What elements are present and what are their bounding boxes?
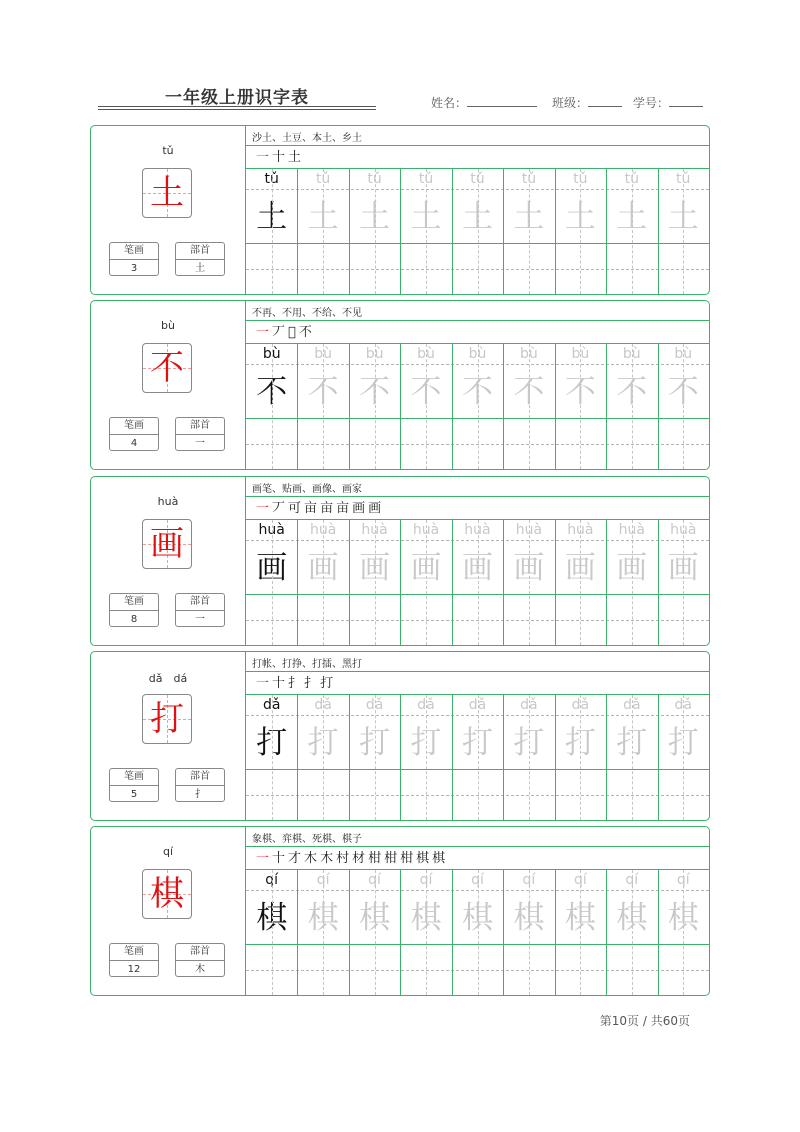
pinyin-label: qí xyxy=(162,845,174,858)
cell-character: 不 xyxy=(256,374,288,410)
cell-character: 打 xyxy=(359,725,391,761)
radical-label: 部首 xyxy=(176,769,224,786)
radical-value: 一 xyxy=(195,614,205,625)
cell-character: 画 xyxy=(256,550,288,586)
cell-pinyin: qí xyxy=(676,872,690,888)
cell-character: 棋 xyxy=(359,900,391,936)
column-divider xyxy=(555,870,556,995)
column-divider xyxy=(658,344,659,469)
column-divider xyxy=(349,344,350,469)
character-box xyxy=(142,519,192,569)
cell-pinyin: bù xyxy=(674,346,693,362)
column-divider xyxy=(400,344,401,469)
dashed-guide-line xyxy=(580,344,581,469)
cell-character: 棋 xyxy=(513,900,545,936)
dashed-guide-line xyxy=(529,169,530,294)
stroke-step: 村 xyxy=(336,851,350,866)
practice-grid xyxy=(246,695,709,820)
dashed-guide-line xyxy=(632,344,633,469)
cell-pinyin: tǔ xyxy=(367,171,382,187)
row-divider xyxy=(246,846,709,847)
cell-pinyin: tǔ xyxy=(418,171,434,187)
dashed-guide-line xyxy=(683,520,684,645)
dashed-guide-line xyxy=(375,344,376,469)
stroke-step: 可 xyxy=(288,501,302,516)
cell-pinyin: qí xyxy=(522,872,536,888)
cell-pinyin: qí xyxy=(419,872,433,888)
column-divider xyxy=(297,520,298,645)
column-divider xyxy=(658,520,659,645)
column-divider xyxy=(606,520,607,645)
column-divider xyxy=(555,344,556,469)
dashed-guide-line xyxy=(580,169,581,294)
page-number: 第10页 / 共60页 xyxy=(599,1014,690,1028)
row-divider xyxy=(246,145,709,146)
stroke-step: 柑 xyxy=(400,851,414,866)
stroke-step: 十 xyxy=(272,676,286,691)
strokes-box xyxy=(109,943,159,977)
dashed-guide-line xyxy=(683,870,684,995)
radical-label: 部首 xyxy=(176,418,224,435)
dashed-guide-line xyxy=(272,169,273,294)
dashed-guide-line xyxy=(426,169,427,294)
dashed-guide-line xyxy=(272,520,273,645)
cell-character: 打 xyxy=(667,725,699,761)
dashed-guide-line xyxy=(529,695,530,820)
cell-pinyin: dǎ xyxy=(623,697,641,713)
strokes-label: 笔画 xyxy=(110,243,158,260)
cell-pinyin: bù xyxy=(622,346,641,362)
column-divider xyxy=(503,344,504,469)
column-divider xyxy=(297,695,298,820)
cell-character: 画 xyxy=(616,550,648,586)
cell-character: 土 xyxy=(564,199,596,235)
cell-pinyin: bù xyxy=(520,346,538,362)
character-card xyxy=(90,651,710,821)
cell-character: 土 xyxy=(359,199,391,235)
dashed-guide-line xyxy=(683,344,684,469)
column-divider xyxy=(349,870,350,995)
id-field[interactable] xyxy=(633,94,703,111)
cell-character: 棋 xyxy=(410,900,442,936)
main-character: 不 xyxy=(150,348,184,388)
dashed-guide-line xyxy=(323,344,324,469)
dashed-guide-line xyxy=(375,169,376,294)
column-divider xyxy=(555,169,556,294)
character-card xyxy=(90,826,710,996)
dashed-guide-line xyxy=(478,870,479,995)
cell-character: 画 xyxy=(564,550,596,586)
dashed-guide-line xyxy=(272,695,273,820)
cell-character: 棋 xyxy=(667,900,699,936)
main-character: 土 xyxy=(150,173,184,213)
column-divider xyxy=(349,169,350,294)
dashed-guide-line xyxy=(323,169,324,294)
cell-pinyin: qí xyxy=(368,872,381,888)
cell-character: 棋 xyxy=(256,900,288,936)
strokes-value: 3 xyxy=(130,263,138,274)
cell-character: 打 xyxy=(410,725,442,761)
character-card xyxy=(90,300,710,470)
dashed-guide-line xyxy=(478,344,479,469)
column-divider xyxy=(606,169,607,294)
stroke-step: 一 xyxy=(256,325,270,340)
strokes-label: 笔画 xyxy=(110,418,158,435)
dashed-guide-line xyxy=(478,520,479,645)
radical-box xyxy=(175,417,225,451)
dashed-guide-line xyxy=(580,695,581,820)
column-divider xyxy=(452,169,453,294)
practice-grid xyxy=(246,520,709,645)
cell-character: 画 xyxy=(410,550,442,586)
column-divider xyxy=(503,870,504,995)
stroke-step: 土 xyxy=(288,150,302,165)
dashed-guide-line xyxy=(529,520,530,645)
stroke-step: 亩 xyxy=(336,501,350,516)
row-divider xyxy=(246,320,709,321)
dashed-guide-line xyxy=(375,870,376,995)
cell-pinyin: dǎ xyxy=(674,697,692,713)
cell-pinyin: dǎ xyxy=(262,697,281,713)
practice-grid xyxy=(246,169,709,294)
stroke-step: 一 xyxy=(256,150,270,165)
strokes-value: 12 xyxy=(127,964,141,975)
cell-character: 棋 xyxy=(564,900,596,936)
cell-character: 棋 xyxy=(307,900,339,936)
strokes-label: 笔画 xyxy=(110,944,158,961)
cell-character: 打 xyxy=(616,725,648,761)
strokes-label: 笔画 xyxy=(110,769,158,786)
stroke-step: 一 xyxy=(256,501,270,516)
column-divider xyxy=(555,695,556,820)
page-title: 一年级上册识字表 xyxy=(165,88,309,108)
cell-character: 不 xyxy=(667,374,699,410)
cell-character: 不 xyxy=(461,374,493,410)
cell-character: 不 xyxy=(513,374,545,410)
dashed-guide-line xyxy=(323,520,324,645)
cell-pinyin: dǎ xyxy=(571,697,590,713)
cell-pinyin: dǎ xyxy=(468,697,487,713)
cell-character: 土 xyxy=(616,199,648,235)
cell-character: 打 xyxy=(513,725,545,761)
column-divider xyxy=(606,695,607,820)
dashed-guide-line xyxy=(632,870,633,995)
stroke-order-sequence xyxy=(256,674,336,693)
name-blank[interactable] xyxy=(467,94,537,107)
class-blank[interactable] xyxy=(588,94,622,107)
stroke-step: 扌 xyxy=(304,676,318,691)
stroke-step: 亩 xyxy=(320,501,334,516)
character-box xyxy=(142,343,192,393)
cell-pinyin: bù xyxy=(417,346,435,362)
column-divider xyxy=(503,520,504,645)
pinyin-label: huà xyxy=(157,495,179,508)
radical-value: 一 xyxy=(195,438,205,449)
column-divider xyxy=(658,870,659,995)
cell-character: 不 xyxy=(616,374,648,410)
main-character: 棋 xyxy=(150,874,184,914)
cell-character: 棋 xyxy=(616,900,648,936)
cell-pinyin: dǎ xyxy=(314,697,332,713)
strokes-value: 4 xyxy=(130,438,138,449)
stroke-step: 亩 xyxy=(304,501,318,516)
column-divider xyxy=(606,344,607,469)
stroke-step: 一 xyxy=(256,851,270,866)
stroke-order-sequence xyxy=(256,499,384,518)
column-divider xyxy=(555,520,556,645)
radical-label: 部首 xyxy=(176,243,224,260)
strokes-box xyxy=(109,593,159,627)
stroke-step: 柑 xyxy=(368,851,382,866)
strokes-value: 5 xyxy=(130,789,138,800)
cell-character: 土 xyxy=(410,199,442,235)
page-header xyxy=(0,0,800,120)
cell-pinyin: tǔ xyxy=(624,171,639,187)
cell-character: 不 xyxy=(307,374,339,410)
dashed-guide-line xyxy=(580,870,581,995)
column-divider xyxy=(452,344,453,469)
column-divider xyxy=(452,695,453,820)
radical-box xyxy=(175,768,225,802)
class-label: 班级： xyxy=(552,96,589,110)
stroke-step: 丆 xyxy=(272,325,286,340)
cell-pinyin: qí xyxy=(573,872,587,888)
card-info-panel xyxy=(91,301,246,469)
cell-character: 打 xyxy=(564,725,596,761)
column-divider xyxy=(400,695,401,820)
character-box xyxy=(142,869,192,919)
example-words: 打帐、打挣、打擂、黑打 xyxy=(252,659,362,670)
cell-character: 土 xyxy=(307,199,339,235)
example-words: 不再、不用、不给、不见 xyxy=(252,308,362,319)
card-info-panel xyxy=(91,477,246,645)
dashed-guide-line xyxy=(323,695,324,820)
cell-pinyin: tǔ xyxy=(315,171,331,187)
card-info-panel xyxy=(91,126,246,294)
radical-value: 土 xyxy=(195,263,205,274)
dashed-guide-line xyxy=(632,169,633,294)
dashed-guide-line xyxy=(529,870,530,995)
stroke-step: 木 xyxy=(304,851,318,866)
cell-pinyin: huà xyxy=(309,522,337,538)
cell-character: 打 xyxy=(307,725,339,761)
dashed-guide-line xyxy=(375,520,376,645)
pinyin-label: bù xyxy=(161,319,175,332)
column-divider xyxy=(400,520,401,645)
column-divider xyxy=(400,169,401,294)
radical-box xyxy=(175,593,225,627)
id-blank[interactable] xyxy=(669,94,703,107)
stroke-step: 柑 xyxy=(384,851,398,866)
stroke-step: 打 xyxy=(320,676,334,691)
card-info-panel xyxy=(91,652,246,820)
main-character: 画 xyxy=(150,524,184,564)
cell-pinyin: bù xyxy=(365,346,384,362)
stroke-step: 扌 xyxy=(288,676,302,691)
cell-pinyin: huà xyxy=(618,522,645,538)
pinyin-label: tǔ xyxy=(162,144,174,157)
dashed-guide-line xyxy=(478,169,479,294)
cell-pinyin: tǔ xyxy=(521,171,537,187)
column-divider xyxy=(297,169,298,294)
dashed-guide-line xyxy=(426,520,427,645)
main-character: 打 xyxy=(150,699,184,739)
stroke-step: 不 xyxy=(298,325,312,340)
strokes-box xyxy=(109,417,159,451)
cell-pinyin: huà xyxy=(361,522,388,538)
dashed-guide-line xyxy=(632,520,633,645)
cell-character: 不 xyxy=(410,374,442,410)
stroke-step: 十 xyxy=(272,150,286,165)
column-divider xyxy=(452,520,453,645)
column-divider xyxy=(503,695,504,820)
cell-pinyin: qí xyxy=(471,872,484,888)
cell-pinyin: bù xyxy=(571,346,590,362)
column-divider xyxy=(658,695,659,820)
column-divider xyxy=(606,870,607,995)
stroke-step: 𠀆 xyxy=(288,325,296,340)
cell-pinyin: tǔ xyxy=(676,171,691,187)
pinyin-label: dǎ dá xyxy=(148,672,188,685)
stroke-step: 棋 xyxy=(432,851,446,866)
column-divider xyxy=(349,520,350,645)
radical-box xyxy=(175,943,225,977)
cell-character: 打 xyxy=(256,725,288,761)
cell-pinyin: bù xyxy=(468,346,487,362)
cell-character: 棋 xyxy=(461,900,493,936)
title-underline xyxy=(98,106,376,107)
stroke-order-sequence xyxy=(256,323,315,342)
cell-pinyin: dǎ xyxy=(417,697,435,713)
cell-pinyin: huà xyxy=(464,522,491,538)
row-divider xyxy=(246,671,709,672)
dashed-guide-line xyxy=(426,695,427,820)
title-underline-2 xyxy=(98,109,376,110)
cell-pinyin: tǔ xyxy=(573,171,588,187)
stroke-step: 一 xyxy=(256,676,270,691)
cell-pinyin: huà xyxy=(567,522,594,538)
dashed-guide-line xyxy=(426,870,427,995)
dashed-guide-line xyxy=(272,344,273,469)
cell-pinyin: huà xyxy=(412,522,440,538)
cell-character: 土 xyxy=(667,199,699,235)
strokes-box xyxy=(109,768,159,802)
cell-pinyin: huà xyxy=(670,522,697,538)
dashed-guide-line xyxy=(580,520,581,645)
column-divider xyxy=(400,870,401,995)
stroke-step: 十 xyxy=(272,851,286,866)
character-box xyxy=(142,168,192,218)
stroke-step: 木 xyxy=(320,851,334,866)
class-field[interactable] xyxy=(552,94,622,111)
dashed-guide-line xyxy=(323,870,324,995)
dashed-guide-line xyxy=(683,169,684,294)
example-words: 象棋、弈棋、死棋、棋子 xyxy=(252,834,362,845)
cell-character: 打 xyxy=(461,725,493,761)
strokes-label: 笔画 xyxy=(110,594,158,611)
name-field[interactable] xyxy=(431,94,537,111)
cell-pinyin: tǔ xyxy=(264,171,279,187)
cell-character: 画 xyxy=(359,550,391,586)
cell-character: 画 xyxy=(307,550,339,586)
cell-pinyin: huà xyxy=(258,522,285,538)
cell-pinyin: dǎ xyxy=(520,697,538,713)
stroke-step: 画 xyxy=(368,501,382,516)
radical-box xyxy=(175,242,225,276)
column-divider xyxy=(297,344,298,469)
name-label: 姓名： xyxy=(431,96,468,110)
cell-character: 不 xyxy=(564,374,596,410)
character-card xyxy=(90,125,710,295)
cell-pinyin: qí xyxy=(265,872,279,888)
column-divider xyxy=(658,169,659,294)
stroke-step: 画 xyxy=(352,501,366,516)
dashed-guide-line xyxy=(426,344,427,469)
cell-character: 土 xyxy=(256,199,288,235)
stroke-order-sequence xyxy=(256,849,448,868)
stroke-step: 材 xyxy=(352,851,366,866)
column-divider xyxy=(349,695,350,820)
dashed-guide-line xyxy=(272,870,273,995)
cell-pinyin: tǔ xyxy=(470,171,485,187)
cell-character: 不 xyxy=(359,374,391,410)
cell-character: 画 xyxy=(461,550,493,586)
id-label: 学号： xyxy=(633,96,670,110)
cell-pinyin: qí xyxy=(316,872,330,888)
radical-value: 扌 xyxy=(195,789,205,800)
stroke-step: 丆 xyxy=(272,501,286,516)
radical-label: 部首 xyxy=(176,594,224,611)
column-divider xyxy=(452,870,453,995)
cell-character: 画 xyxy=(667,550,699,586)
dashed-guide-line xyxy=(478,695,479,820)
column-divider xyxy=(503,169,504,294)
cell-character: 土 xyxy=(461,199,493,235)
stroke-step: 才 xyxy=(288,851,302,866)
strokes-value: 8 xyxy=(130,614,138,625)
cell-pinyin: bù xyxy=(262,346,281,362)
radical-label: 部首 xyxy=(176,944,224,961)
cell-pinyin: qí xyxy=(625,872,639,888)
cell-character: 土 xyxy=(513,199,545,235)
example-words: 画笔、贴画、画像、画家 xyxy=(252,484,362,495)
cell-pinyin: huà xyxy=(515,522,543,538)
character-card xyxy=(90,476,710,646)
radical-value: 木 xyxy=(195,964,205,975)
dashed-guide-line xyxy=(529,344,530,469)
row-divider xyxy=(246,496,709,497)
card-info-panel xyxy=(91,827,246,995)
character-box xyxy=(142,694,192,744)
cell-character: 画 xyxy=(513,550,545,586)
dashed-guide-line xyxy=(632,695,633,820)
dashed-guide-line xyxy=(375,695,376,820)
practice-grid xyxy=(246,344,709,469)
stroke-order-sequence xyxy=(256,148,304,167)
cell-pinyin: dǎ xyxy=(365,697,384,713)
dashed-guide-line xyxy=(683,695,684,820)
stroke-step: 棋 xyxy=(416,851,430,866)
example-words: 沙土、土豆、本土、乡土 xyxy=(252,133,362,144)
strokes-box xyxy=(109,242,159,276)
cell-pinyin: bù xyxy=(314,346,333,362)
practice-grid xyxy=(246,870,709,995)
column-divider xyxy=(297,870,298,995)
